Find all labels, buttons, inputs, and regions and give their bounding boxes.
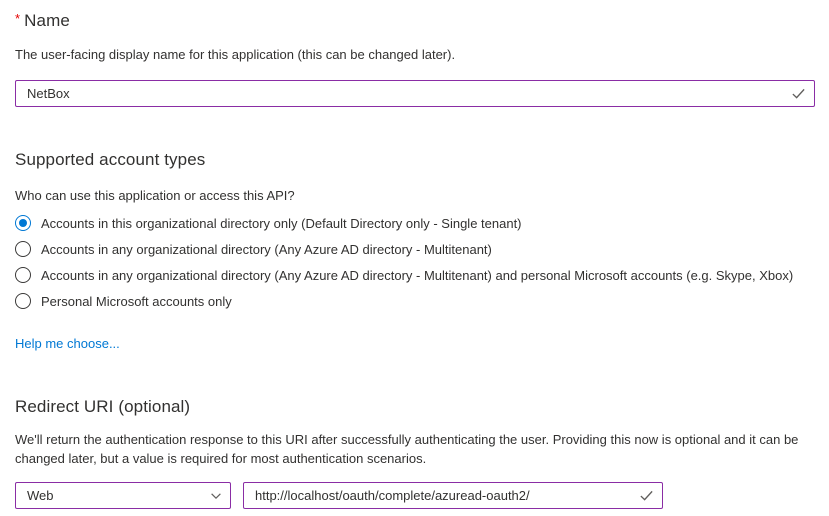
radio-option-label: Personal Microsoft accounts only [41, 293, 232, 309]
required-asterisk: * [15, 11, 21, 26]
redirect-uri-input-wrap [243, 482, 663, 509]
radio-option-multitenant-personal[interactable] [15, 262, 815, 288]
radio-option-single-tenant[interactable] [15, 210, 815, 236]
name-description: The user-facing display name for this application (this can be changed later). [15, 47, 456, 62]
platform-select[interactable]: Web [15, 482, 231, 509]
help-me-choose-link[interactable]: Help me choose... [15, 336, 120, 351]
radio-button-icon [15, 215, 31, 231]
radio-option-multitenant[interactable] [15, 236, 815, 262]
redirect-uri-controls [15, 482, 815, 509]
account-types-title: Supported account types [15, 150, 206, 169]
name-input[interactable] [15, 80, 815, 107]
radio-button-icon [15, 241, 31, 257]
name-label: Name [24, 11, 70, 30]
redirect-uri-input[interactable] [243, 482, 663, 509]
redirect-uri-section [15, 397, 815, 509]
redirect-uri-description: We'll return the authentication response to this URI after successfully authenticating the user. Providing this now is optional and it can be changed later, but a value is required for most authentication scenarios. [15, 432, 799, 466]
account-types-section [15, 150, 815, 351]
account-types-question: Who can use this application or access this API? [15, 188, 295, 203]
account-types-radio-group [15, 210, 815, 314]
name-input-wrap [15, 80, 815, 107]
radio-button-icon [15, 267, 31, 283]
redirect-uri-title: Redirect URI (optional) [15, 397, 191, 416]
platform-select-wrap [15, 482, 231, 509]
name-section-title [15, 11, 815, 31]
radio-button-icon [15, 293, 31, 309]
radio-option-personal-only[interactable] [15, 288, 815, 314]
radio-option-label: Accounts in any organizational directory (Any Azure AD directory - Multitenant) and personal Microsoft accounts (e.g. Skype, Xbox) [41, 267, 794, 283]
radio-option-label: Accounts in this organizational directory only (Default Directory only - Single tenant) [41, 215, 522, 231]
radio-option-label: Accounts in any organizational directory (Any Azure AD directory - Multitenant) [41, 241, 492, 257]
name-section [15, 11, 815, 107]
